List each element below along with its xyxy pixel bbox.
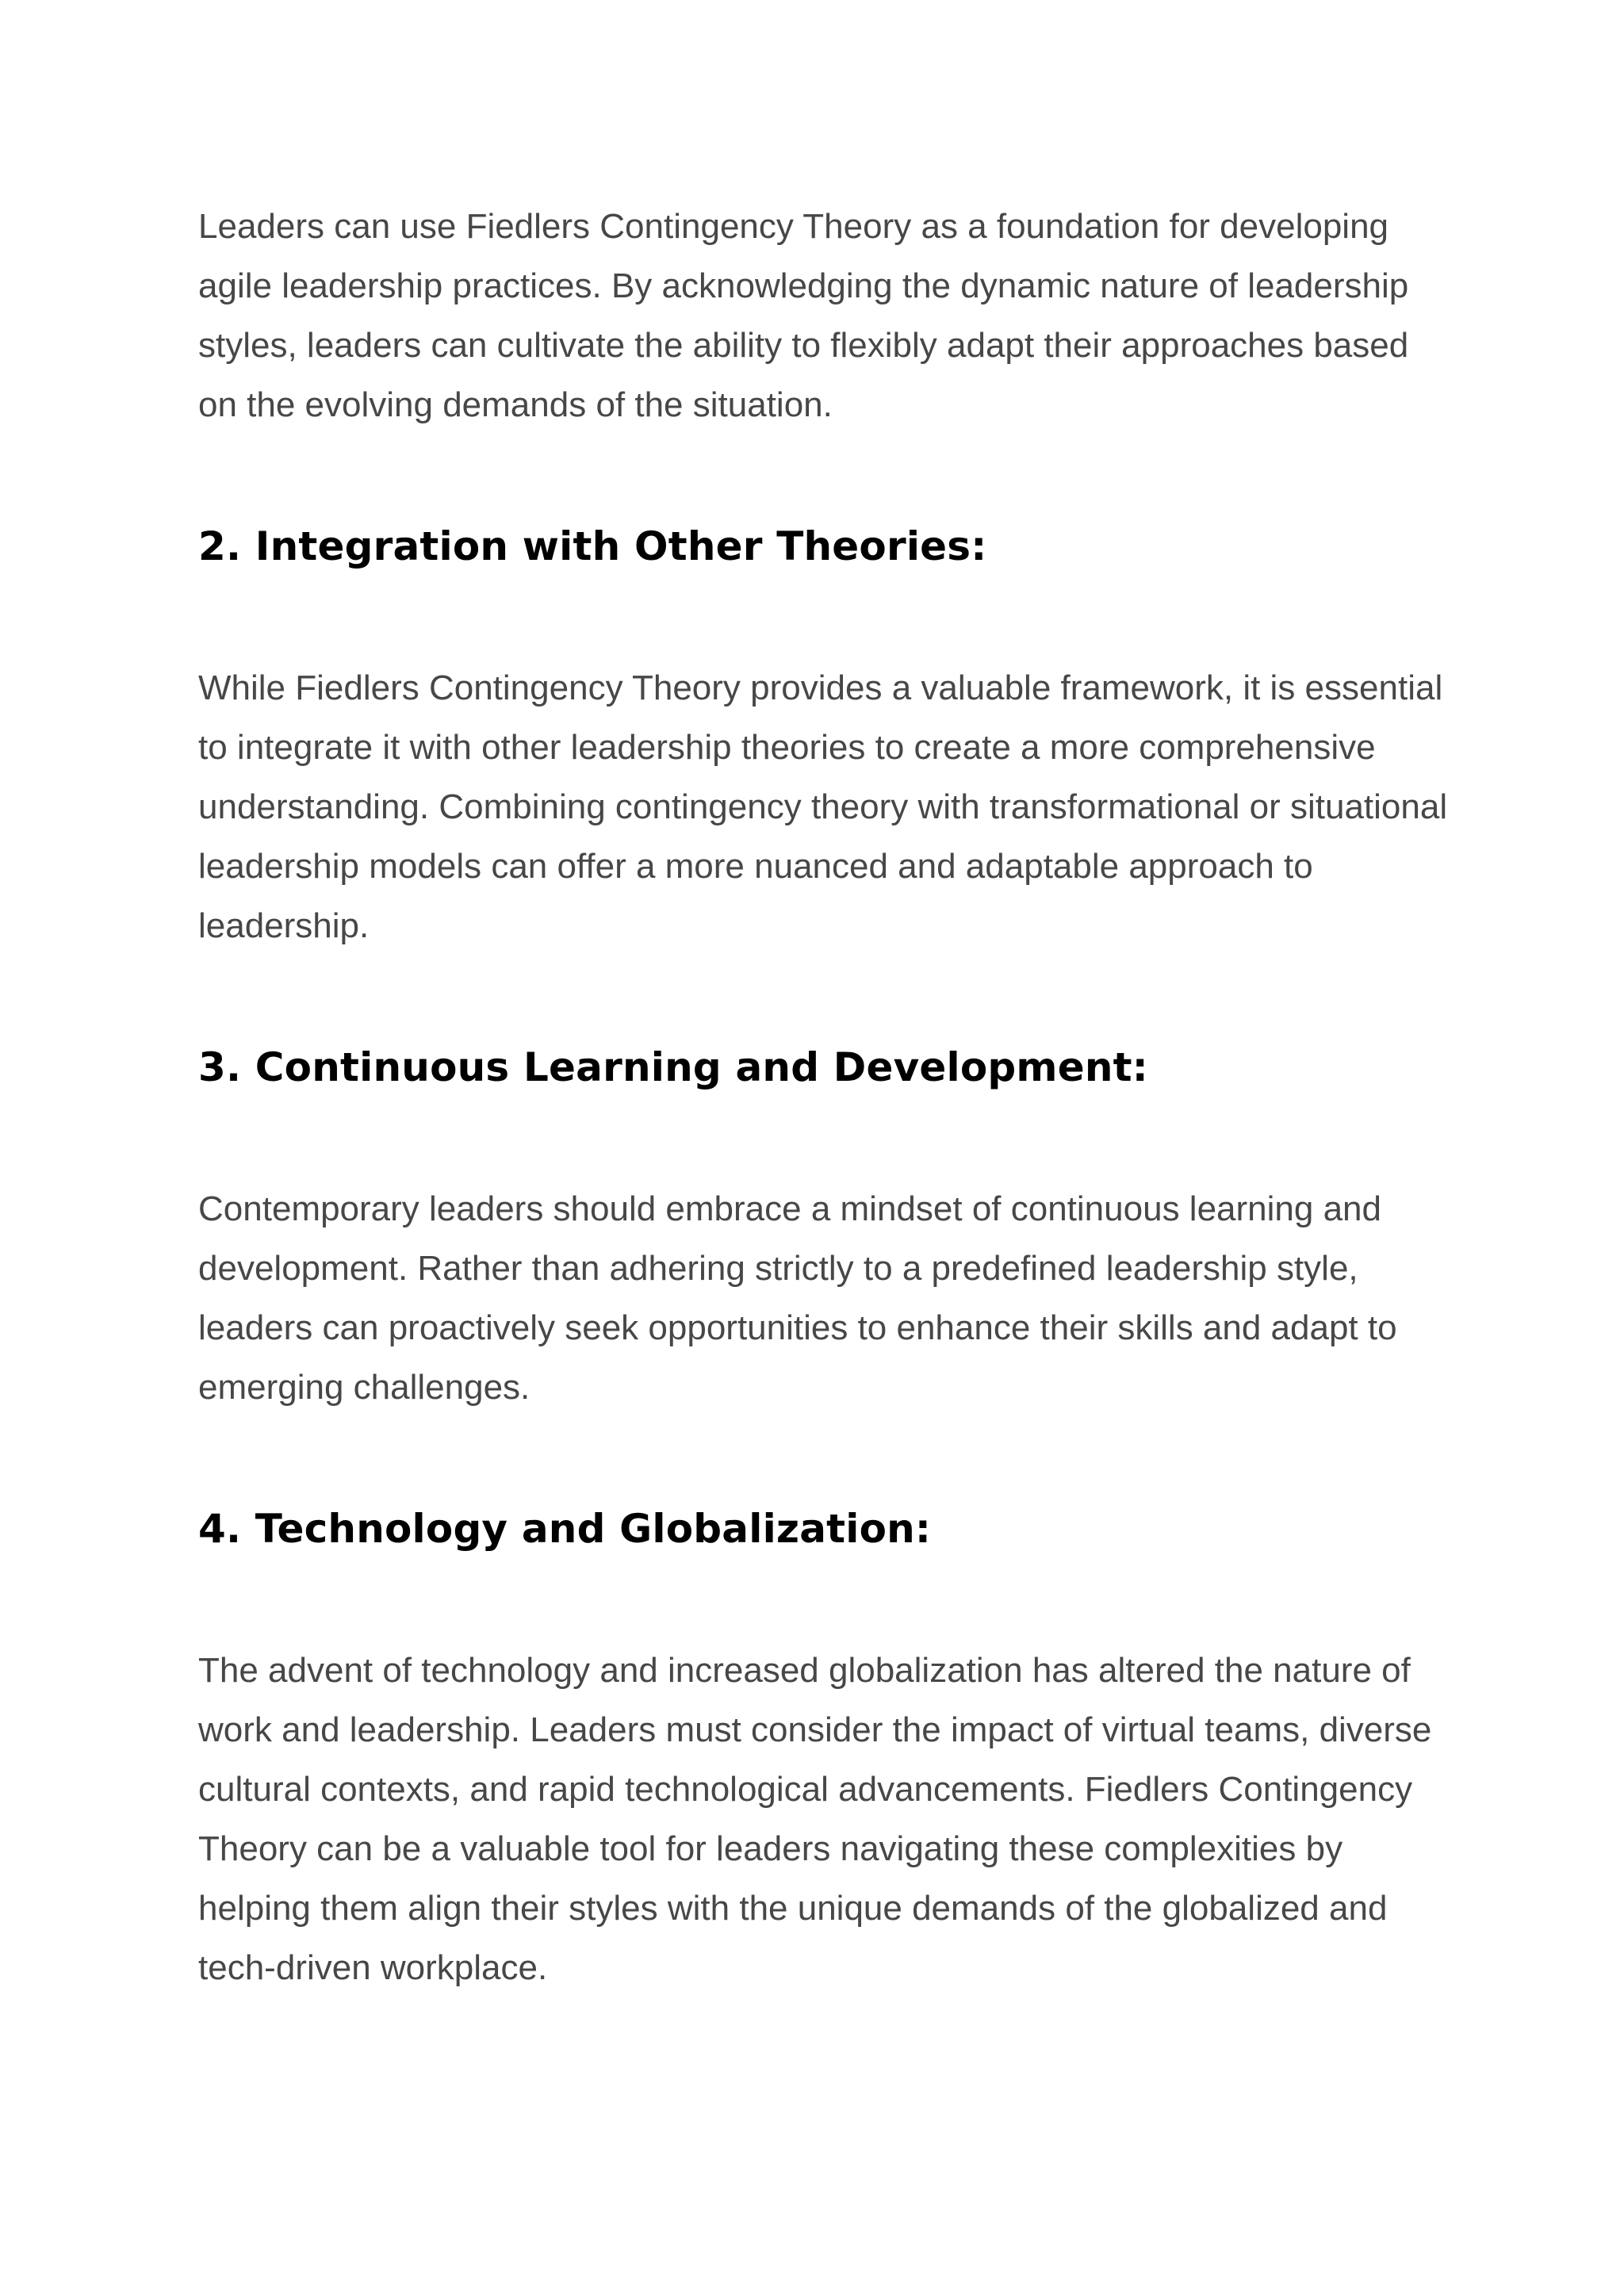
heading-integration-with-other-theories: 2. Integration with Other Theories: (198, 523, 987, 569)
paragraph-integration: While Fiedlers Contingency Theory provides a valuable framework, it is essential to integrate it with other leadership theories to create a more comprehensive understanding. Combining contingency theory with transformational or situational leadership models can offer a more nuanced and adaptable approach to leadership. (198, 668, 1448, 945)
heading-continuous-learning: 3. Continuous Learning and Development: (198, 1044, 1148, 1090)
document-page (198, 184, 1451, 1997)
paragraph-agile-leadership: Leaders can use Fiedlers Contingency Theory as a foundation for developing agile leadership practices. By acknowledging the dynamic nature of leadership styles, leaders can cultivate the ability to flexibly adapt their approaches based on the evolving demands of the situation. (198, 207, 1409, 424)
paragraph-technology-globalization: The advent of technology and increased globalization has altered the nature of work and leadership. Leaders must consider the impact of virtual teams, diverse cultural contexts, and rapid technological advancements. Fiedlers Contingency Theory can be a valuable tool for leaders navigating these complexities by helping them align their styles with the unique demands of the globalized and tech-driven workplace. (198, 1651, 1432, 1987)
heading-technology-and-globalization: 4. Technology and Globalization: (198, 1506, 932, 1552)
paragraph-continuous-learning: Contemporary leaders should embrace a mindset of continuous learning and development. Rather than adhering strictly to a predefined leadership style, leaders can proactively seek opportunities to enhance their skills and adapt to emerging challenges. (198, 1189, 1397, 1407)
